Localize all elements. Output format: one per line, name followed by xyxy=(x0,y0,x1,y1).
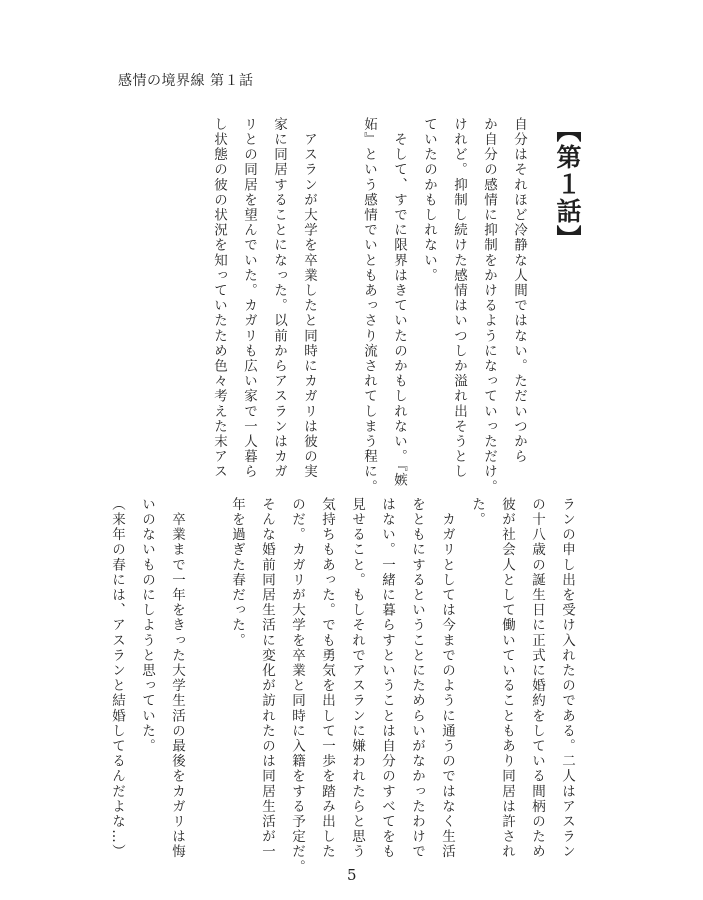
text-line: のだ。カガリが大学を卒業と同時に入籍をする予定だ。 xyxy=(289,497,305,875)
text-line: 見せること。もしそれでアスランに嫌われたらと思う xyxy=(349,497,365,860)
running-header: 感情の境界線 第１話 xyxy=(118,73,254,89)
text-line: し状態の彼の状況を知っていたため色々考えた末アス xyxy=(211,117,227,480)
text-line: 家に同居することになった。以前からアスランはカガ xyxy=(271,117,287,480)
chapter-title: 【第１話】 xyxy=(553,117,582,252)
lower-text-block xyxy=(109,497,582,875)
text-line: の十八歳の誕生日に正式に婚約をしている間柄のため xyxy=(529,497,545,860)
text-line: （来年の春には、アスランと結婚してるんだよな…） xyxy=(109,497,125,860)
text-line: をともにするということにためらいがなかったわけで xyxy=(409,497,425,860)
text-line: そんな婚前同居生活に変化が訪れたのは同居生活が一 xyxy=(259,497,275,860)
text-line: アスランが大学を卒業したと同時にカガリは彼の実 xyxy=(301,117,317,480)
text-line: 自分はそれほど冷静な人間ではない。ただいつから xyxy=(511,117,527,465)
text-line: ていたのかもしれない。 xyxy=(421,117,437,284)
text-line: 年を過ぎた春だった。 xyxy=(229,497,245,648)
text-line: 気持ちもあった。でも勇気を出して一歩を踏み出した xyxy=(319,497,335,860)
text-line: 卒業まで一年をきった大学生活の最後をカガリは悔 xyxy=(169,497,185,860)
text-line: はない。一緒に暮らすということは自分のすべてをも xyxy=(379,497,395,860)
text-line: カガリとしては今までのように通うのではなく生活 xyxy=(439,497,455,860)
page-number: 5 xyxy=(347,866,357,884)
text-line: リとの同居を望んでいた。カガリも広い家で一人暮ら xyxy=(241,117,257,480)
text-line: 彼が社会人として働いていることもあり同居は許され xyxy=(499,497,515,860)
text-line: た。 xyxy=(469,497,485,528)
blank-line xyxy=(192,497,222,865)
blank-line xyxy=(324,117,354,481)
text-line: 妬』という感情でいともあっさり流されてしまう程に。 xyxy=(361,117,377,495)
upper-text-block xyxy=(112,117,582,495)
text-line: そして、すでに限界はきていたのかもしれない。『嫉 xyxy=(391,117,407,488)
text-line: ランの申し出を受け入れたのである。二人はアスラン xyxy=(559,497,575,860)
text-line: か自分の感情に抑制をかけるようになっていっただけ。 xyxy=(481,117,497,495)
text-line: けれど。抑制し続けた感情はいつしか溢れ出そうとし xyxy=(451,117,467,480)
text-line: いのないものにしようと思っていた。 xyxy=(139,497,155,754)
